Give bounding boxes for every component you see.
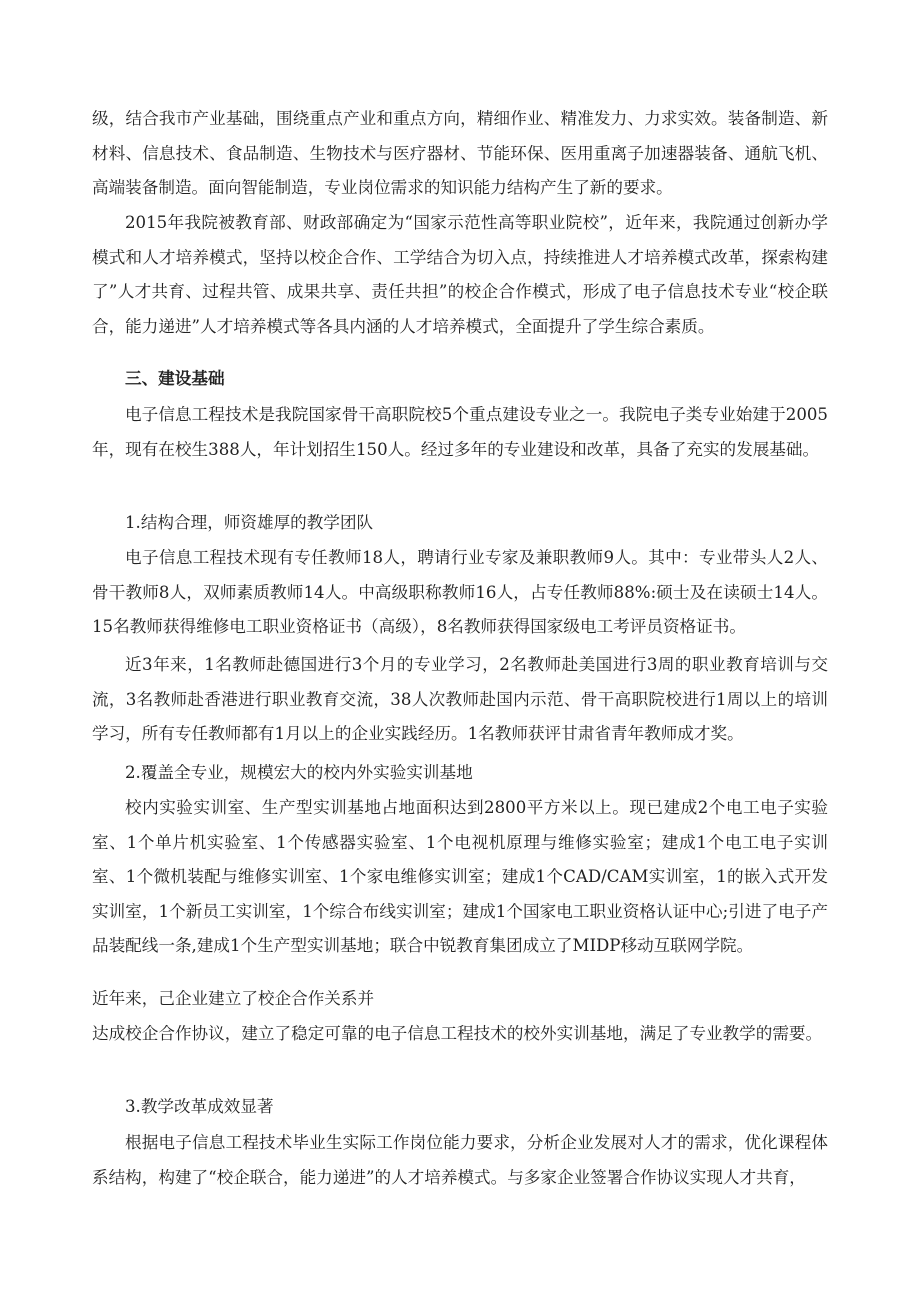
- paragraph-training-model: 根据电子信息工程技术毕业生实际工作岗位能力要求，分析企业发展对人才的需求，优化课程体系结构，构建了“校企联合，能力递进”的人才培养模式。与多家企业签署合作协议实现人才共育，: [92, 1133, 828, 1187]
- paragraph-college-status: 2015年我院被教育部、财政部确定为“国家示范性高等职业院校”，近年来，我院通过创新办学模式和人才培养模式，坚持以校企合作、工学结合为切入点，持续推进人才培养模式改革，探索构建了”人才共育、过程共管、成果共享、责任共担”的校企合作模式，形成了电子信息技术专业“校企联合，能力递进”人才培养模式等各具内涵的人才培养模式，全面提升了学生综合素质。: [92, 213, 828, 336]
- subheading-training-base: 2.覆盖全专业，规模宏大的校内外实验实训基地: [125, 763, 473, 782]
- paragraph-teacher-stats: 电子信息工程技术现有专任教师18人，聘请行业专家及兼职教师9人。其中：专业带头人2人、骨干教师8人，双师素质教师14人。中高级职称教师16人，占专任教师88%:硕士及在读硕士14人。15名教师获得维修电工职业资格证书（高级），8名教师获得国家级电工考评员资格证书。: [92, 548, 828, 636]
- paragraph-industry: 级，结合我市产业基础，围绕重点产业和重点方向，精细作业、精准发力、力求实效。装备制造、新材料、信息技术、食品制造、生物技术与医疗器材、节能环保、医用重离子加速器装备、通航飞机、高端装备制造。面向智能制造，专业岗位需求的知识能力结构产生了新的要求。: [92, 109, 828, 197]
- paragraph-major-overview: 电子信息工程技术是我院国家骨干高职院校5个重点建设专业之一。我院电子类专业始建于2005年，现有在校生388人，年计划招生150人。经过多年的专业建设和改革，具备了充实的发展基础。: [92, 405, 828, 459]
- paragraph-labs: 校内实验实训室、生产型实训基地占地面积达到2800平方米以上。现已建成2个电工电子实验室、1个单片机实验室、1个传感器实验室、1个电视机原理与维修实验室；建成1个电工电子实训室、1个微机装配与维修实训室、1个家电维修实训室；建成1个CAD/CAM实训室，1的嵌入式开发实训室，1个新员工实训室，1个综合布线实训室；建成1个国家电工职业资格认证中心;引进了电子产品装配线一条,建成1个生产型实训基地；联合中锐教育集团成立了MIDP移动互联网学院。: [92, 798, 828, 955]
- section-heading-foundation: 三、建设基础: [125, 369, 225, 388]
- paragraph-teacher-training: 近3年来，1名教师赴德国进行3个月的专业学习，2名教师赴美国进行3周的职业教育培训与交流，3名教师赴香港进行职业教育交流，38人次教师赴国内示范、骨干高职院校进行1周以上的培训学习，所有专任教师都有1月以上的企业实践经历。1名教师获评甘肃省青年教师成才奖。: [92, 655, 828, 743]
- subheading-teaching-team: 1.结构合理，师资雄厚的教学团队: [125, 513, 374, 532]
- paragraph-fragment: 近年来，己企业建立了校企合作关系并: [92, 989, 375, 1008]
- paragraph-external-base: 达成校企合作协议，建立了稳定可靠的电子信息工程技术的校外实训基地，满足了专业教学的需要。: [92, 1024, 823, 1043]
- subheading-teaching-reform: 3.教学改革成效显著: [125, 1097, 274, 1116]
